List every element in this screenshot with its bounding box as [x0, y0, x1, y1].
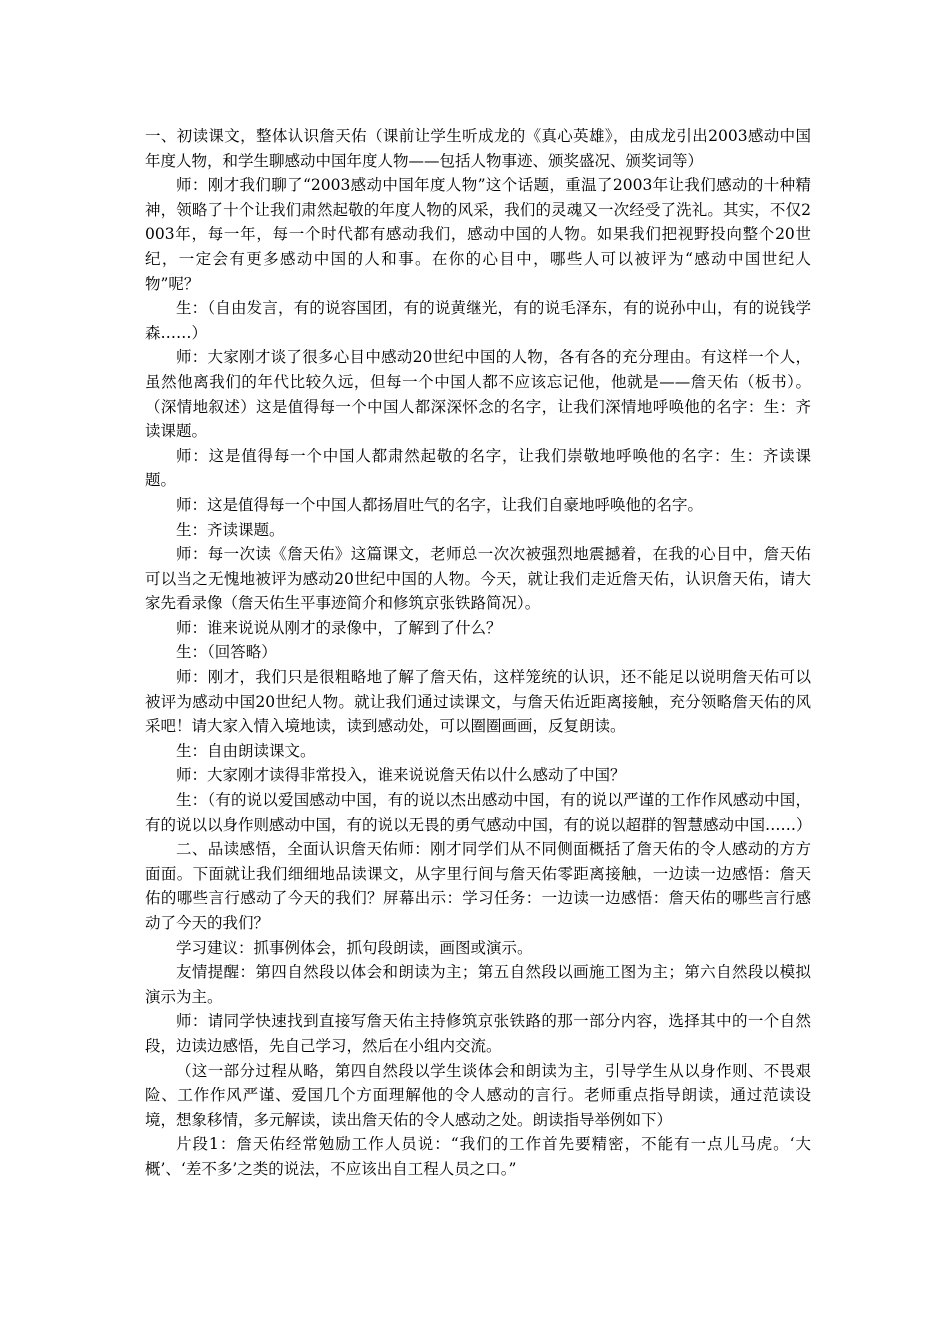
- paragraph-18: 师：请同学快速找到直接写詹天佑主持修筑京张铁路的那一部分内容，选择其中的一个自然段，边读边感悟，先自己学习，然后在小组内交流。: [145, 1012, 811, 1055]
- paragraph-20: 片段1：詹天佑经常勉励工作人员说：“我们的工作首先要精密，不能有一点儿马虎。‘大概’、‘差不多’之类的说法，不应该出自工程人员之口。”: [145, 1135, 811, 1178]
- paragraph-15: 二、品读感悟，全面认识詹天佑师：刚才同学们从不同侧面概括了詹天佑的令人感动的方方面面。下面就让我们细细地品读课文，从字里行间与詹天佑零距离接触，一边读一边感悟：詹天佑的哪些言行感动了今天的我们？屏幕出示：学习任务：一边读一边感悟：詹天佑的哪些言行感动了今天的我们？: [145, 840, 811, 932]
- paragraph-9: 师：谁来说说从刚才的录像中，了解到了什么？: [176, 618, 502, 637]
- paragraph-19: （这一部分过程从略，第四自然段以学生谈体会和朗读为主，引导学生从以身作则、不畏艰险、工作作风严谨、爱国几个方面理解他的令人感动的言行。老师重点指导朗读，通过范读设境，想象移情，多元解读，读出詹天佑的令人感动之处。朗读指导举例如下）: [145, 1061, 811, 1129]
- document-page: [145, 124, 811, 1182]
- paragraph-6: 师：这是值得每一个中国人都扬眉吐气的名字，让我们自豪地呼唤他的名字。: [176, 495, 704, 514]
- paragraph-10: 生：（回答略）: [176, 643, 277, 662]
- paragraph-2: 师：刚才我们聊了“2003感动中国年度人物”这个话题，重温了2003年让我们感动的十种精神，领略了十个让我们肃然起敬的年度人物的风采，我们的灵魂又一次经受了洗礼。其实，不仅2003年，每一年，每一个时代都有感动我们，感动中国的人物。如果我们把视野投向整个20世纪，一定会有更多感动中国的人和事。在你的心目中，哪些人可以被评为“感动中国世纪人物”呢？: [145, 176, 811, 293]
- paragraph-5: 师：这是值得每一个中国人都肃然起敬的名字，让我们崇敬地呼唤他的名字：生：齐读课题。: [145, 446, 811, 490]
- paragraph-14: 生：（有的说以爱国感动中国，有的说以杰出感动中国，有的说以严谨的工作作风感动中国，有的说以以身作则感动中国，有的说以无畏的勇气感动中国，有的说以超群的智慧感动中国……）: [145, 791, 812, 834]
- paragraph-12: 生：自由朗读课文。: [176, 741, 316, 760]
- paragraph-11: 师：刚才，我们只是很粗略地了解了詹天佑，这样笼统的认识，还不能足以说明詹天佑可以被评为感动中国20世纪人物。就让我们通过读课文，与詹天佑近距离接触，充分领略詹天佑的风采吧！请大家入情入境地读，读到感动处，可以圈圈画画，反复朗读。: [145, 668, 811, 736]
- paragraph-4: 师：大家刚才谈了很多心目中感动20世纪中国的人物，各有各的充分理由。有这样一个人，虽然他离我们的年代比较久远，但每一个中国人都不应该忘记他，他就是——詹天佑（板书）。（深情地叙述）这是值得每一个中国人都深深怀念的名字，让我们深情地呼唤他的名字：生：齐读课题。: [145, 348, 811, 441]
- paragraph-17: 友情提醒：第四自然段以体会和朗读为主；第五自然段以画施工图为主；第六自然段以模拟演示为主。: [145, 963, 811, 1006]
- paragraph-8: 师：每一次读《詹天佑》这篇课文，老师总一次次被强烈地震撼着，在我的心目中，詹天佑可以当之无愧地被评为感动20世纪中国的人物。今天，就让我们走近詹天佑，认识詹天佑，请大家先看录像（詹天佑生平事迹简介和修筑京张铁路简况）。: [145, 545, 811, 613]
- paragraph-1: 一、初读课文，整体认识詹天佑（课前让学生听成龙的《真心英雄》，由成龙引出2003感动中国年度人物，和学生聊感动中国年度人物——包括人物事迹、颁奖盛况、颁奖词等）: [145, 127, 811, 170]
- paragraph-16: 学习建议：抓事例体会，抓句段朗读，画图或演示。: [176, 938, 533, 957]
- paragraph-7: 生：齐读课题。: [176, 520, 285, 539]
- paragraph-13: 师：大家刚才读得非常投入，谁来说说詹天佑以什么感动了中国？: [176, 766, 626, 785]
- paragraph-3: 生：（自由发言，有的说容国团，有的说黄继光，有的说毛泽东，有的说孙中山，有的说钱学森……）: [145, 299, 811, 342]
